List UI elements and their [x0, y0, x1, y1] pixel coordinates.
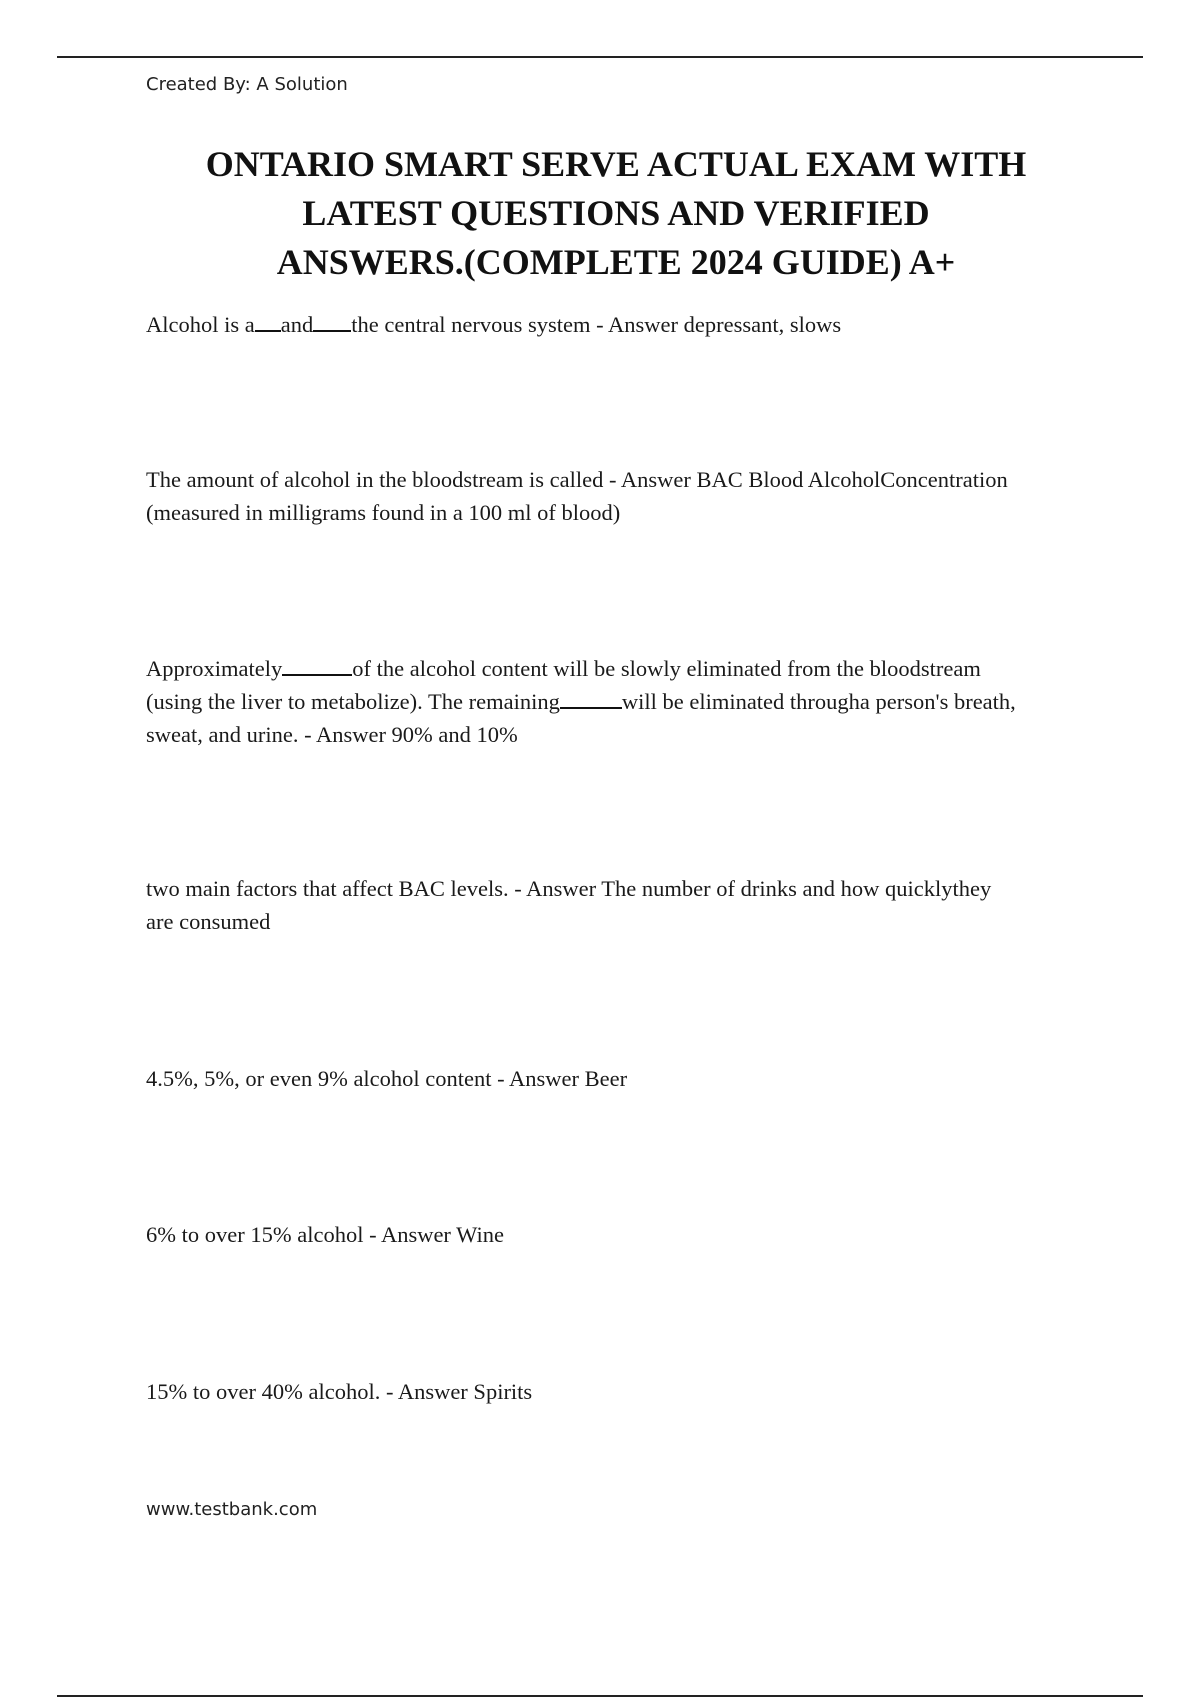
question-1 — [146, 308, 1096, 341]
question-2-line-1: The amount of alcohol in the bloodstream is called - Answer BAC Blood AlcoholConcentration — [146, 467, 1008, 492]
bottom-divider — [57, 1695, 1143, 1697]
fill-in-blank — [313, 311, 351, 332]
question-3-text-d: will be eliminated througha person's breath, — [621, 689, 1016, 714]
fill-in-blank — [255, 311, 281, 332]
fill-in-blank — [560, 688, 622, 709]
question-7-line-1: 15% to over 40% alcohol. - Answer Spirits — [146, 1379, 533, 1404]
question-2 — [146, 463, 1096, 529]
question-4-line-1: two main factors that affect BAC levels. - Answer The number of drinks and how quicklythey — [146, 876, 992, 901]
question-1-text-b: and — [280, 312, 314, 337]
title-line-1: ONTARIO SMART SERVE ACTUAL EXAM WITH — [205, 144, 1027, 184]
created-by-note: Created By: A Solution — [146, 74, 348, 95]
question-6-line-1: 6% to over 15% alcohol - Answer Wine — [146, 1222, 504, 1247]
document-title — [146, 140, 1086, 287]
question-1-text-a: Alcohol is a — [146, 312, 255, 337]
question-2-line-2: (measured in milligrams found in a 100 ml of blood) — [146, 500, 621, 525]
question-3-text-a: Approximately — [146, 656, 283, 681]
title-line-2: LATEST QUESTIONS AND VERIFIED — [302, 193, 930, 233]
question-3 — [146, 652, 1096, 751]
question-3-text-b: of the alcohol content will be slowly eliminated from the bloodstream — [352, 656, 981, 681]
question-4-line-2: are consumed — [146, 909, 271, 934]
footer-website: www.testbank.com — [146, 1499, 318, 1520]
question-1-text-c: the central nervous system - Answer depressant, slows — [351, 312, 842, 337]
fill-in-blank — [282, 655, 352, 676]
question-4 — [146, 872, 1096, 938]
question-7 — [146, 1375, 1096, 1408]
title-line-3: ANSWERS.(COMPLETE 2024 GUIDE) A+ — [276, 242, 956, 282]
question-3-line-3: sweat, and urine. - Answer 90% and 10% — [146, 722, 518, 747]
question-6 — [146, 1218, 1096, 1251]
question-5 — [146, 1062, 1096, 1095]
question-3-text-c: (using the liver to metabolize). The remaining — [146, 689, 560, 714]
question-5-line-1: 4.5%, 5%, or even 9% alcohol content - Answer Beer — [146, 1066, 628, 1091]
top-divider — [57, 56, 1143, 58]
